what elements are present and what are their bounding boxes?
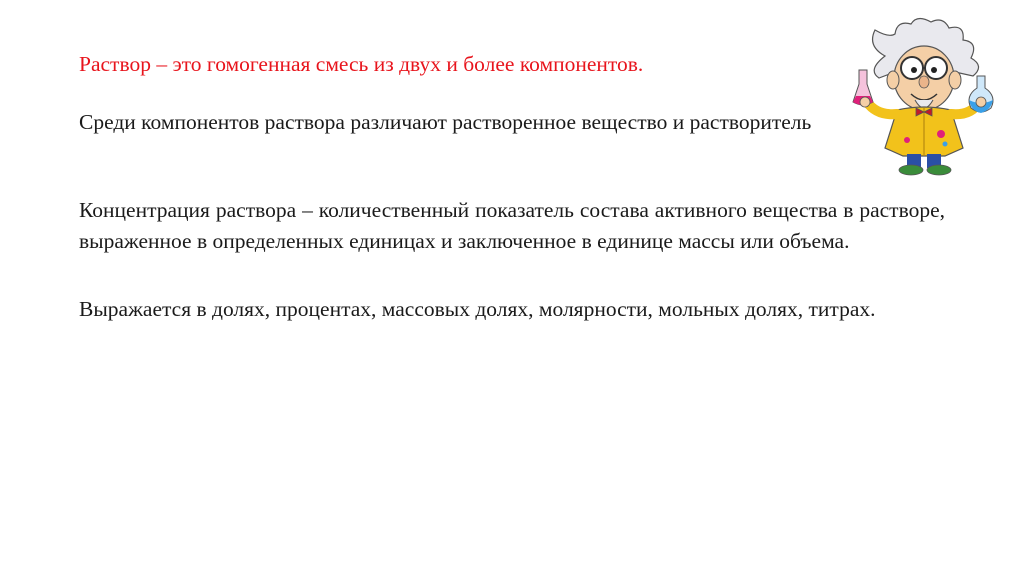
scientist-icon	[845, 16, 1003, 176]
definition-text: Раствор – это гомогенная смесь из двух и более компонентов.	[79, 52, 644, 76]
concentration-text: Концентрация раствора – количественный показатель состава активного вещества в растворе, выраженное в определенных единицах и заключенное в единице массы или объема.	[79, 198, 945, 253]
scientist-illustration	[845, 16, 1003, 176]
expressed-text: Выражается в долях, процентах, массовых долях, молярности, мольных долях, титрах.	[79, 297, 876, 321]
components-text: Среди компонентов раствора различают растворенное вещество и растворитель	[79, 110, 812, 134]
